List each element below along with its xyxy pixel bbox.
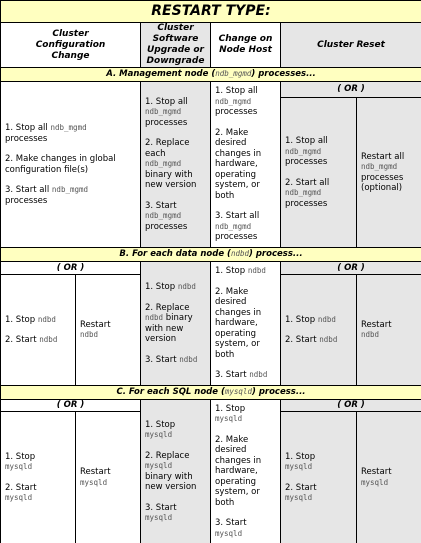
c-upgrade-step-3 xyxy=(145,503,206,524)
section-b-suffix: ) process... xyxy=(249,249,303,260)
a-upgrade-stop-all: 1. Stop all xyxy=(145,96,188,107)
a-host-stop-code: ndb_mgmd xyxy=(215,96,252,106)
a-config-step-2 xyxy=(5,154,136,175)
a-config-stop-code: ndb_mgmd xyxy=(50,123,87,132)
a-config-processes-3: processes xyxy=(5,195,48,206)
b-host-step-1 xyxy=(215,266,276,277)
b-reset-or-label xyxy=(281,262,421,275)
a-upgrade-binary-new: binary with new version xyxy=(145,169,197,191)
section-a-header xyxy=(1,68,421,82)
a-reset-start-code: ndb_mgmd xyxy=(285,188,322,197)
c-upgrade-start-code: mysqld xyxy=(145,513,173,522)
b-upgrade-stop: 1. Stop xyxy=(145,282,176,292)
col-header-software-upgrade-text: Cluster Software Upgrade or Downgrade xyxy=(146,23,205,66)
a-upgrade-replace-each: 2. Replace each xyxy=(145,138,190,159)
c-upgrade-start: 3. Start xyxy=(145,502,177,513)
a-config-step-3 xyxy=(5,185,136,206)
c-upgrade-replace-code: mysqld xyxy=(145,461,173,470)
a-node-host-cell xyxy=(211,82,281,248)
section-b-prefix: B. For each data node ( xyxy=(119,249,231,260)
col-header-cluster-reset-text: Cluster Reset xyxy=(317,39,385,50)
c-reset-or-text: ( OR ) xyxy=(337,400,365,411)
b-host-stop: 1. Stop xyxy=(215,266,246,277)
a-upgrade-stop-code: ndb_mgmd xyxy=(145,107,182,117)
section-c-code: mysqld xyxy=(224,387,252,397)
c-upgrade-step-1 xyxy=(145,420,206,441)
a-host-start-all: 3. Start all xyxy=(215,211,260,222)
b-reset-restart xyxy=(361,320,417,341)
b-reset-restart-code: ndbd xyxy=(361,330,380,339)
c-host-step-1 xyxy=(215,404,276,425)
a-upgrade-start-code: ndb_mgmd xyxy=(145,211,182,221)
c-reset-restart xyxy=(361,467,417,488)
a-reset-or-label xyxy=(281,82,421,98)
table-title-text: RESTART TYPE: xyxy=(151,3,271,20)
b-upgrade-stop-code: ndbd xyxy=(177,282,196,291)
c-host-step-2 xyxy=(215,435,276,509)
c-reset-restart-code: mysqld xyxy=(361,477,389,487)
b-upgrade-start: 3. Start xyxy=(145,354,177,365)
a-reset-processes-1: processes xyxy=(285,157,328,167)
col-header-config-change xyxy=(1,23,141,68)
section-b-code: ndbd xyxy=(230,249,249,259)
c-upgrade-cell xyxy=(141,400,211,543)
c-config-restart-code: mysqld xyxy=(80,477,108,487)
a-upgrade-processes-3: processes xyxy=(145,221,188,232)
c-config-option-1 xyxy=(1,412,76,543)
a-config-step-1 xyxy=(5,123,136,144)
a-config-change-cell xyxy=(1,82,141,248)
a-reset-option-1 xyxy=(281,98,357,248)
a-config-processes-1: processes xyxy=(5,133,48,144)
b-config-step-2 xyxy=(5,335,71,346)
a-reset-option-2 xyxy=(357,98,421,248)
a-reset-stop-all: 1. Stop all xyxy=(285,136,328,146)
c-reset-or-label xyxy=(281,400,421,412)
a-reset-start-all: 2. Start all xyxy=(285,177,330,188)
col-header-node-host-text: Change on Node Host xyxy=(218,34,273,55)
c-config-step-1 xyxy=(5,452,71,473)
col-header-node-host xyxy=(211,23,281,68)
b-reset-restart-text: Restart xyxy=(361,319,392,330)
b-reset-start-code: ndbd xyxy=(319,335,338,344)
a-reset-step-1 xyxy=(285,136,352,168)
col-header-software-upgrade xyxy=(141,23,211,68)
a-host-make-desired: 2. Make desired changes in hardware, operating system, or both xyxy=(215,127,262,201)
b-reset-option-1 xyxy=(281,275,357,386)
a-upgrade-step-3 xyxy=(145,201,206,233)
a-reset-restart-all-text: Restart all xyxy=(361,151,405,162)
c-host-make-desired: 2. Make desired changes in hardware, operating system, or both xyxy=(215,434,262,508)
b-host-start: 3. Start xyxy=(215,370,247,381)
b-reset-step-2 xyxy=(285,335,352,346)
a-host-stop-all: 1. Stop all xyxy=(215,86,258,97)
b-upgrade-step-2 xyxy=(145,303,206,345)
c-config-restart-text: Restart xyxy=(80,467,111,477)
c-config-start: 2. Start xyxy=(5,482,37,493)
a-reset-step-2 xyxy=(285,178,352,210)
a-config-stop-all: 1. Stop all xyxy=(5,123,48,133)
b-host-stop-code: ndbd xyxy=(247,266,266,276)
a-host-step-3 xyxy=(215,211,276,243)
b-reset-start: 2. Start xyxy=(285,335,317,345)
a-host-step-2 xyxy=(215,128,276,202)
c-config-or-label xyxy=(1,400,141,412)
c-config-restart xyxy=(80,467,136,488)
b-reset-stop-code: ndbd xyxy=(317,314,336,324)
a-config-start-code: ndb_mgmd xyxy=(51,185,89,194)
c-host-start: 3. Start xyxy=(215,518,247,529)
b-reset-stop: 1. Stop xyxy=(285,314,316,325)
c-reset-step-2 xyxy=(285,483,352,504)
c-upgrade-stop: 1. Stop xyxy=(145,419,176,430)
b-config-or-text: ( OR ) xyxy=(56,262,85,273)
b-host-step-2 xyxy=(215,287,276,361)
c-host-stop: 1. Stop xyxy=(215,403,246,414)
b-config-restart-code: ndbd xyxy=(80,330,99,339)
b-config-option-1 xyxy=(1,275,76,386)
a-config-make-changes: 2. Make changes in global configuration file(s) xyxy=(5,154,116,175)
a-upgrade-start: 3. Start xyxy=(145,200,177,211)
b-config-start-code: ndbd xyxy=(39,335,58,344)
a-upgrade-processes-1: processes xyxy=(145,117,188,128)
a-reset-restart-all xyxy=(361,152,417,194)
b-host-step-3 xyxy=(215,370,276,381)
b-config-restart xyxy=(80,320,136,341)
a-host-processes-1: processes xyxy=(215,107,258,118)
b-upgrade-start-code: ndbd xyxy=(179,354,198,364)
c-config-or-text: ( OR ) xyxy=(56,400,85,411)
c-reset-start-code: mysqld xyxy=(285,493,313,502)
b-reset-step-1 xyxy=(285,315,352,326)
a-host-processes-3: processes xyxy=(215,232,258,243)
a-upgrade-cell xyxy=(141,82,211,248)
b-upgrade-step-3 xyxy=(145,355,206,366)
b-reset-or-text: ( OR ) xyxy=(337,262,365,273)
b-config-step-1 xyxy=(5,315,71,326)
section-c-prefix: C. For each SQL node ( xyxy=(116,387,225,398)
b-node-host-cell xyxy=(211,262,281,386)
c-upgrade-replace: 2. Replace xyxy=(145,450,190,461)
section-a-prefix: A. Management node ( xyxy=(106,69,216,80)
a-or-text: ( OR ) xyxy=(337,84,365,95)
c-config-step-2 xyxy=(5,483,71,504)
c-upgrade-binary-new: binary with new version xyxy=(145,471,197,492)
a-reset-processes-optional: processes (optional) xyxy=(361,172,404,193)
section-a-suffix: ) processes... xyxy=(251,69,316,80)
c-host-stop-code: mysqld xyxy=(215,414,243,424)
b-upgrade-replace-code: ndbd xyxy=(145,313,164,322)
section-c-header xyxy=(1,386,421,400)
c-host-start-code: mysqld xyxy=(215,528,243,538)
c-reset-restart-text: Restart xyxy=(361,467,392,477)
c-config-stop-code: mysqld xyxy=(5,462,33,471)
b-config-option-2 xyxy=(76,275,141,386)
c-config-start-code: mysqld xyxy=(5,493,33,502)
a-upgrade-step-1 xyxy=(145,97,206,129)
b-config-stop: 1. Stop xyxy=(5,314,36,325)
c-reset-option-1 xyxy=(281,412,357,543)
b-upgrade-cell xyxy=(141,262,211,386)
c-upgrade-stop-code: mysqld xyxy=(145,430,173,439)
c-reset-step-1 xyxy=(285,452,352,473)
b-config-restart-text: Restart xyxy=(80,319,111,330)
a-upgrade-step-2 xyxy=(145,138,206,191)
c-reset-stop: 1. Stop xyxy=(285,451,316,462)
c-reset-option-2 xyxy=(357,412,421,543)
c-upgrade-step-2 xyxy=(145,451,206,493)
a-host-step-1 xyxy=(215,86,276,118)
b-upgrade-step-1 xyxy=(145,282,206,293)
col-header-cluster-reset xyxy=(281,23,421,68)
a-reset-stop-code: ndb_mgmd xyxy=(285,146,322,156)
table-title xyxy=(1,1,421,23)
b-config-start: 2. Start xyxy=(5,335,37,345)
a-host-start-code: ndb_mgmd xyxy=(215,221,252,231)
c-reset-stop-code: mysqld xyxy=(285,462,313,471)
section-a-code: ndb_mgmd xyxy=(215,69,252,79)
c-config-stop: 1. Stop xyxy=(5,451,36,462)
b-reset-option-2 xyxy=(357,275,421,386)
c-reset-start: 2. Start xyxy=(285,482,317,493)
col-header-config-change-text: Cluster Configuration Change xyxy=(35,28,106,61)
b-upgrade-binary-new: binary with new version xyxy=(145,313,193,344)
section-b-header xyxy=(1,248,421,262)
b-upgrade-replace: 2. Replace xyxy=(145,302,190,313)
b-config-stop-code: ndbd xyxy=(37,314,56,324)
b-host-start-code: ndbd xyxy=(249,370,268,380)
a-reset-processes-2: processes xyxy=(285,198,328,209)
a-config-start-all: 3. Start all xyxy=(5,185,50,195)
c-config-option-2 xyxy=(76,412,141,543)
a-reset-restart-code: ndb_mgmd xyxy=(361,162,398,171)
a-upgrade-replace-code: ndb_mgmd xyxy=(145,159,182,169)
c-host-step-3 xyxy=(215,518,276,539)
section-c-suffix: ) process... xyxy=(251,387,306,398)
b-host-make-desired: 2. Make desired changes in hardware, operating system, or both xyxy=(215,286,262,360)
c-node-host-cell xyxy=(211,400,281,543)
b-config-or-label xyxy=(1,262,141,275)
